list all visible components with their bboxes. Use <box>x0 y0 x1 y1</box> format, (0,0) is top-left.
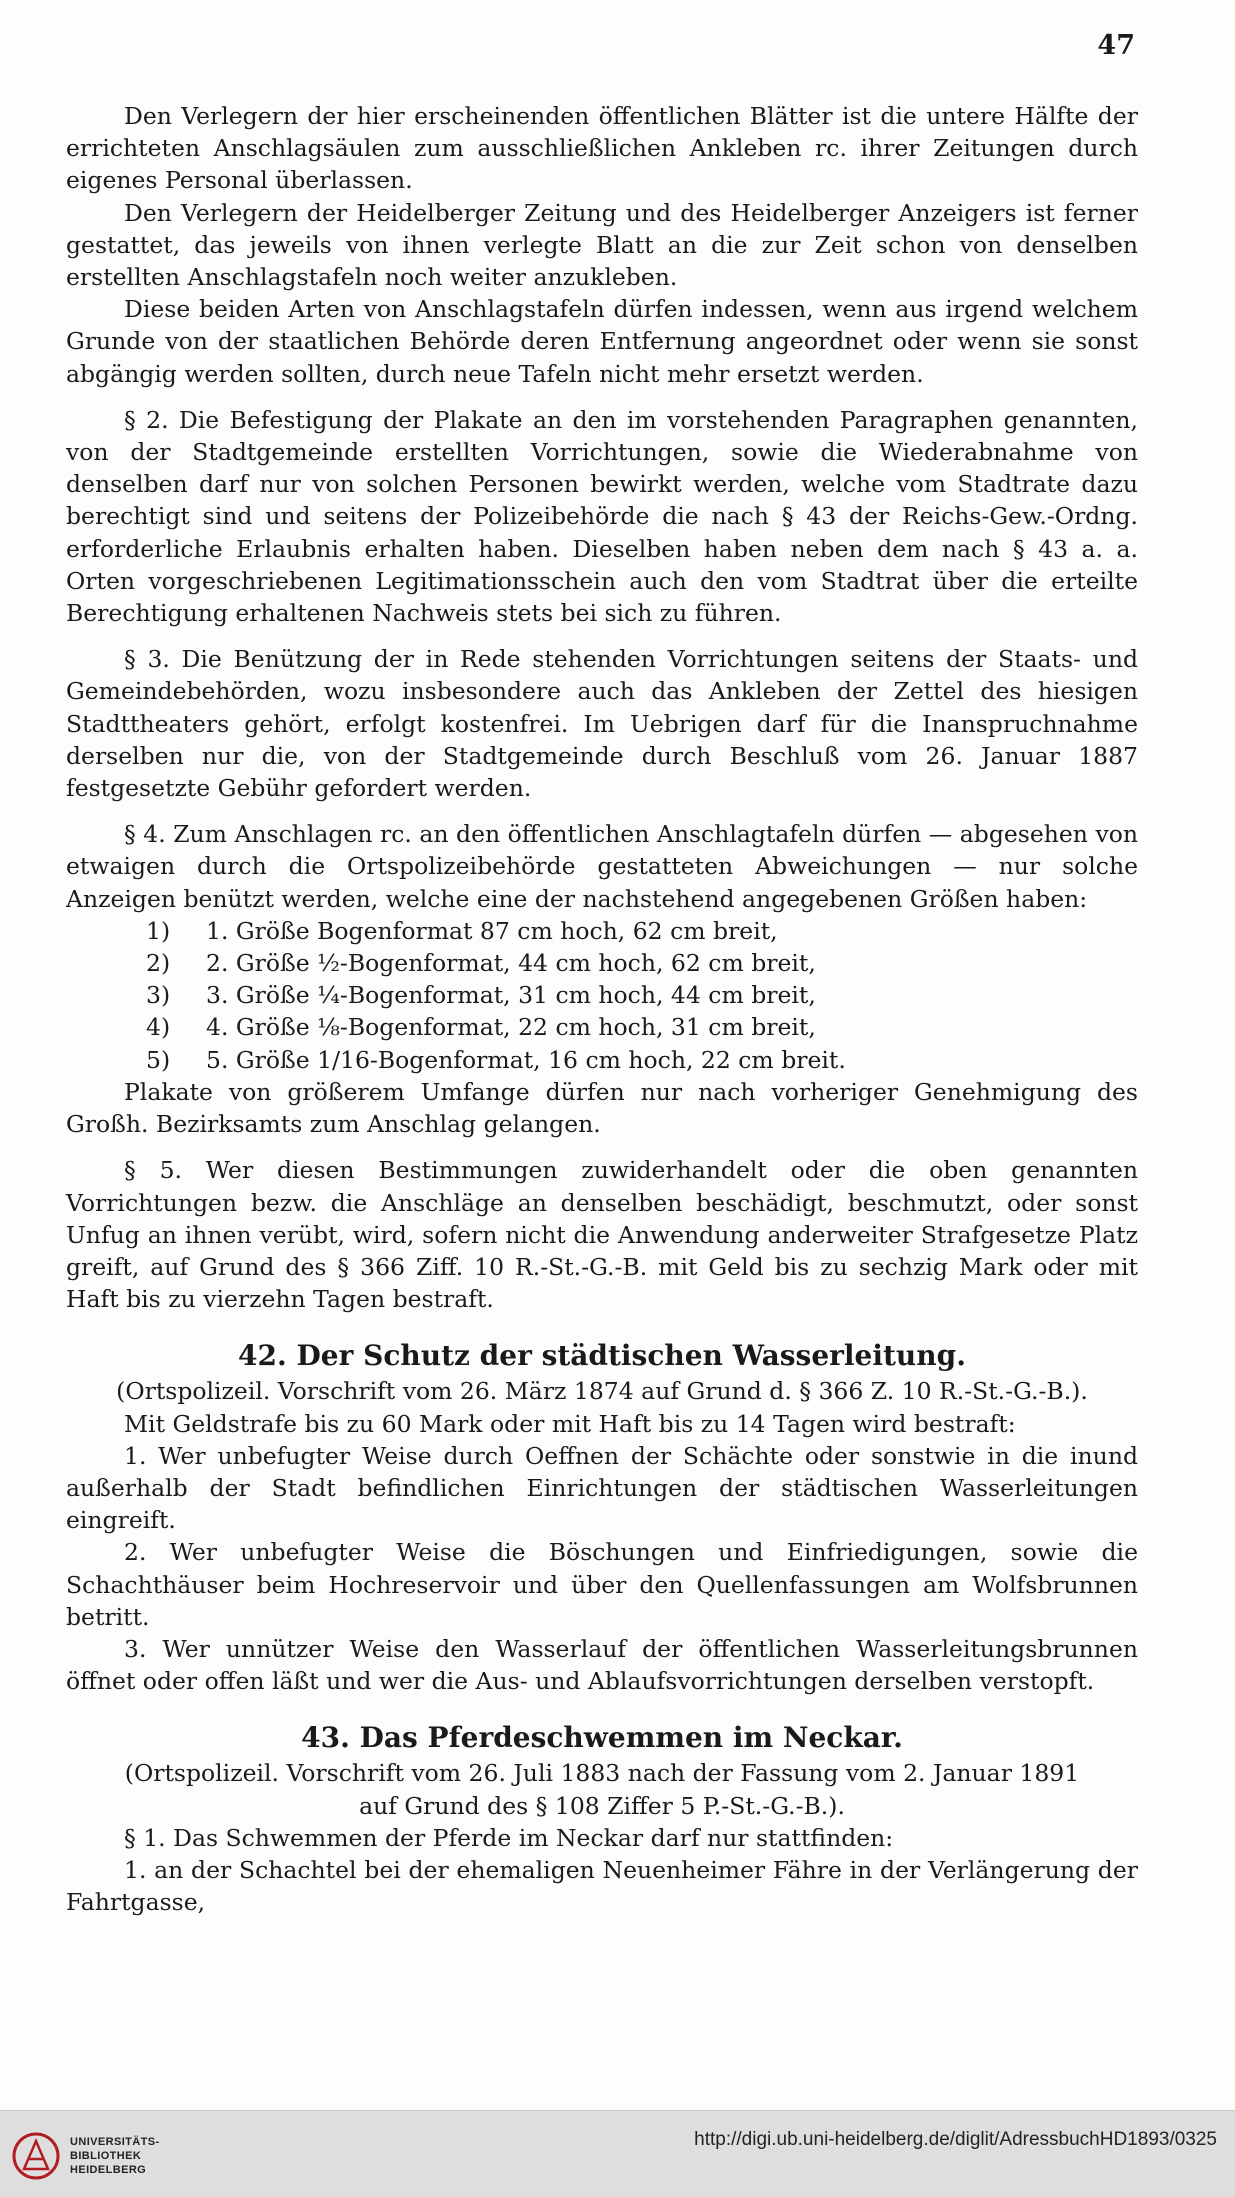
list-item-number: 5) <box>146 1045 171 1074</box>
list-item-text: 1. Größe Bogenformat 87 cm hoch, 62 cm breit, <box>206 916 778 945</box>
list-item-number: 2) <box>146 949 171 978</box>
list-item <box>146 1044 1138 1076</box>
paragraph-section-4: § 4. Zum Anschlagen rc. an den öffentlichen Anschlagtafeln dürfen — abgesehen von etwaigen durch die Ortspolizeibehörde gestatteten Abweichungen — nur solche Anzeigen benützt werden, welche eine der nachstehend angegebenen Größen haben: <box>66 820 1138 913</box>
section-42-heading: 42. Der Schutz der städtischen Wasserleitung. <box>238 1339 966 1373</box>
list-item <box>146 979 1138 1011</box>
section-43-source-line-2: auf Grund des § 108 Ziffer 5 P.-St.-G.-B.). <box>359 1791 845 1820</box>
list-item-text: 4. Größe ⅛-Bogenformat, 22 cm hoch, 31 cm breit, <box>206 1013 816 1042</box>
section-43-paragraph-1: § 1. Das Schwemmen der Pferde im Neckar darf nur stattfinden: <box>124 1823 894 1852</box>
size-list <box>146 915 1138 1076</box>
section-42-item-2: 2. Wer unbefugter Weise die Böschungen und Einfriedigungen, sowie die Schachthäuser beim Hochreservoir und über den Quellenfassungen am Wolfsbrunnen betritt. <box>66 1538 1138 1631</box>
section-43-heading: 43. Das Pferdeschwemmen im Neckar. <box>301 1721 903 1755</box>
section-42-item-1: 1. Wer unbefugter Weise durch Oeffnen der Schächte oder sonstwie in die inund außerhalb der Stadt befindlichen Einrichtungen der städtischen Wasserleitungen eingreift. <box>66 1441 1138 1535</box>
logo-text-line-1: UNIVERSITÄTS- <box>70 2136 160 2148</box>
paragraph-section-3: § 3. Die Benützung der in Rede stehenden Vorrichtungen seitens der Staats- und Gemeindebehörden, wozu insbesondere auch das Ankleben der Zettel des hiesigen Stadttheaters gehört, erfolgt kostenfrei. Im Uebrigen darf für die Inanspruchnahme derselben nur die, von der Stadtgemeinde durch Beschluß vom 26. Januar 1887 festgesetzte Gebühr gefordert werden. <box>66 645 1138 803</box>
paragraph-section-2: § 2. Die Befestigung der Plakate an den im vorstehenden Paragraphen genannten, von der Stadtgemeinde erstellten Vorrichtungen, sowie die Wiederabnahme von denselben darf nur von solchen Personen bewirkt werden, welche vom Stadtrate dazu berechtigt sind und seitens der Polizeibehörde die nach § 43 der Reichs-Gew.-Ordng. erforderliche Erlaubnis erhalten haben. Dieselben haben neben dem nach § 43 a. a. Orten vorgeschriebenen Legitimationsschein auch den vom Stadtrat über die erteilte Berechtigung erhaltenen Nachweis stets bei sich zu führen. <box>66 405 1138 628</box>
page-number: 47 <box>1097 30 1135 61</box>
list-item-number: 4) <box>146 1013 171 1042</box>
source-url-link[interactable]: http://digi.ub.uni-heidelberg.de/diglit/AdressbuchHD1893/0325 <box>694 2129 1217 2150</box>
logo-text-line-2: BIBLIOTHEK <box>70 2150 142 2162</box>
section-42-item-3: 3. Wer unnützer Weise den Wasserlauf der öffentlichen Wasserleitungsbrunnen öffnet oder offen läßt und wer die Aus- und Ablaufsvorrichtungen derselben verstopft. <box>66 1634 1138 1696</box>
list-item <box>146 1011 1138 1043</box>
list-item-text: 5. Größe 1/16-Bogenformat, 16 cm hoch, 22 cm breit. <box>206 1045 846 1074</box>
intro-paragraph-3: Diese beiden Arten von Anschlagstafeln dürfen indessen, wenn aus irgend welchem Grunde von der staatlichen Behörde deren Entfernung angeordnet oder wenn sie sonst abgängig werden sollten, durch neue Tafeln nicht mehr ersetzt werden. <box>66 295 1138 388</box>
intro-paragraph-1: Den Verlegern der hier erscheinenden öffentlichen Blätter ist die untere Hälfte der errichteten Anschlagsäulen zum ausschließlichen Ankleben rc. ihrer Zeitungen durch eigenes Personal überlassen. <box>66 102 1138 195</box>
list-item <box>146 947 1138 979</box>
intro-paragraph-2: Den Verlegern der Heidelberger Zeitung und des Heidelberger Anzeigers ist ferner gestattet, das jeweils von ihnen verlegte Blatt an die zur Zeit schon von denselben erstellten Anschlagstafeln noch weiter anzukleben. <box>66 198 1138 292</box>
list-item <box>146 915 1138 947</box>
document-body <box>66 100 1138 1918</box>
paragraph-section-5: § 5. Wer diesen Bestimmungen zuwiderhandelt oder die oben genannten Vorrichtungen bezw. die Anschläge an denselben beschädigt, beschmutzt, oder sonst Unfug an ihnen verübt, wird, sofern nicht die Anwendung anderweiter Strafgesetze Platz greift, auf Grund des § 366 Ziff. 10 R.-St.-G.-B. mit Geld bis zu sechzig Mark oder mit Haft bis zu vierzehn Tagen bestraft. <box>66 1156 1138 1314</box>
list-item-text: 2. Größe ½-Bogenformat, 44 cm hoch, 62 cm breit, <box>206 949 816 978</box>
section-43-item-1: 1. an der Schachtel bei der ehemaligen Neuenheimer Fähre in der Verlängerung der Fahrtgasse, <box>66 1855 1138 1917</box>
library-logo-text <box>70 2135 160 2177</box>
university-seal-icon <box>12 2129 60 2183</box>
list-item-number: 1) <box>146 916 171 945</box>
paragraph-section-4-note: Plakate von größerem Umfange dürfen nur nach vorheriger Genehmigung des Großh. Bezirksamts zum Anschlag gelangen. <box>66 1077 1138 1139</box>
section-43-source-line-1: (Ortspolizeil. Vorschrift vom 26. Juli 1883 nach der Fassung vom 2. Januar 1891 <box>124 1759 1080 1788</box>
section-42-intro: Mit Geldstrafe bis zu 60 Mark oder mit Haft bis zu 14 Tagen wird bestraft: <box>124 1409 1016 1438</box>
section-42-source: (Ortspolizeil. Vorschrift vom 26. März 1874 auf Grund d. § 366 Z. 10 R.-St.-G.-B.). <box>116 1377 1088 1406</box>
logo-text-line-3: HEIDELBERG <box>70 2164 147 2176</box>
list-item-text: 3. Größe ¼-Bogenformat, 31 cm hoch, 44 cm breit, <box>206 981 816 1010</box>
list-item-number: 3) <box>146 981 171 1010</box>
viewer-footer <box>0 2110 1235 2197</box>
